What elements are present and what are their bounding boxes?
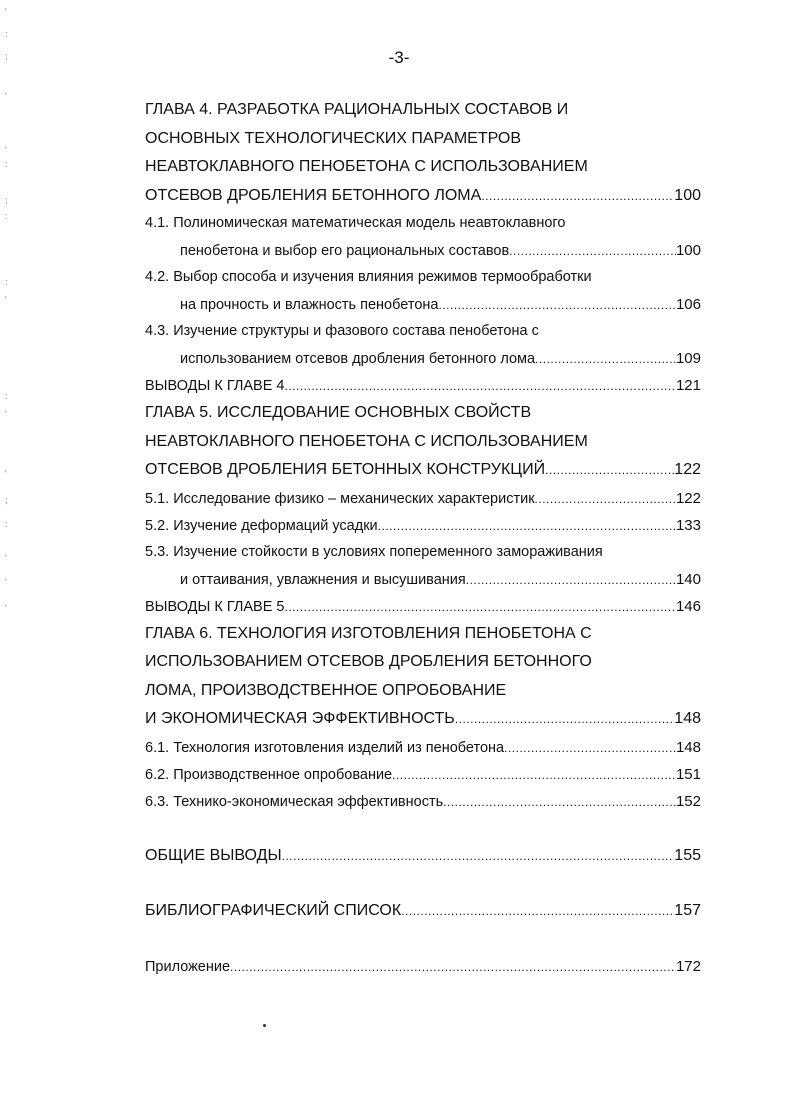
toc-section-5-2-entry[interactable] — [145, 512, 701, 539]
toc-section-4-2-line-2: на прочность и влажность пенобетона — [180, 297, 439, 313]
toc-chapter-4-heading-line-1: ГЛАВА 4. РАЗРАБОТКА РАЦИОНАЛЬНЫХ СОСТАВОВ И — [145, 101, 569, 118]
toc-section-6-2-entry[interactable] — [145, 761, 701, 788]
dot-leader — [284, 373, 675, 400]
dot-leader — [230, 954, 676, 981]
toc-section-6-1-text: 6.1. Технология изготовления изделий из пенобетона — [145, 739, 505, 756]
toc-general-conclusions-text: ОБЩИЕ ВЫВОДЫ — [145, 846, 282, 864]
toc-section-4-3-line-2: использованием отсевов дробления бетонного лома — [180, 351, 536, 367]
spacer — [145, 815, 701, 842]
toc-chapter-4-heading-line-4: ОТСЕВОВ ДРОБЛЕНИЯ БЕТОННОГО ЛОМА — [145, 186, 482, 204]
spacer — [145, 870, 701, 897]
toc-section-5-3-line-1: 5.3. Изучение стойкости в условиях попеременного замораживания — [145, 543, 603, 560]
toc-conclusions-5-page: 146 — [675, 597, 701, 615]
toc-chapter-5-entry[interactable] — [145, 456, 701, 485]
toc-section-5-2-text: 5.2. Изучение деформаций усадки — [145, 517, 378, 534]
toc-section-5-1-text: 5.1. Исследование физико – механических характеристик — [145, 490, 535, 507]
toc-section-4-2-entry[interactable] — [145, 291, 701, 318]
toc-section-4-3-line-1: 4.3. Изучение структуры и фазового состава пенобетона с — [145, 323, 539, 339]
dot-leader — [282, 842, 675, 871]
toc-chapter-4-heading-line-2: ОСНОВНЫХ ТЕХНОЛОГИЧЕСКИХ ПАРАМЕТРОВ — [145, 129, 522, 147]
spacer — [145, 926, 701, 953]
dot-leader — [509, 238, 676, 265]
toc-section-4-2-page: 106 — [675, 296, 701, 313]
page-number: -3- — [388, 48, 410, 67]
table-of-contents — [145, 96, 701, 980]
toc-bibliography-page: 157 — [674, 902, 701, 919]
toc-section-6-3-text: 6.3. Технико-экономическая эффективность — [145, 793, 444, 810]
scan-speck — [263, 1024, 266, 1027]
toc-conclusions-5-entry[interactable] — [145, 593, 701, 620]
toc-chapter-4-heading-line-3: НЕАВТОКЛАВНОГО ПЕНОБЕТОНА С ИСПОЛЬЗОВАНИЕМ — [145, 158, 588, 175]
toc-chapter-6-heading-line-3: ЛОМА, ПРОИЗВОДСТВЕННОЕ ОПРОБОВАНИЕ — [145, 681, 507, 699]
toc-section-4-1-page: 100 — [675, 242, 701, 259]
toc-chapter-6-heading-line-2: ИСПОЛЬЗОВАНИЕМ ОТСЕВОВ ДРОБЛЕНИЯ БЕТОННОГО — [145, 653, 592, 670]
toc-conclusions-4-entry[interactable] — [145, 372, 701, 399]
toc-section-6-1-entry[interactable] — [145, 734, 701, 761]
dot-leader — [481, 182, 674, 211]
dot-leader — [466, 567, 676, 594]
toc-section-4-1-line-2: пенобетона и выбор его рациональных составов — [180, 243, 510, 259]
toc-section-6-2-page: 151 — [675, 765, 701, 783]
dot-leader — [378, 513, 676, 540]
toc-section-5-1-page: 122 — [675, 489, 701, 507]
toc-section-6-3-entry[interactable] — [145, 788, 701, 815]
toc-chapter-6-page: 148 — [674, 710, 701, 727]
scan-margin-marks: ' : ; ' ' : ; : : ' : ' ' ; : ' ' ' — [5, 7, 8, 613]
toc-section-6-3-page: 152 — [675, 792, 701, 810]
toc-conclusions-4-page: 121 — [675, 377, 701, 394]
toc-section-4-2-line-1: 4.2. Выбор способа и изучения влияния режимов термообработки — [145, 269, 592, 285]
toc-section-4-1-entry[interactable] — [145, 237, 701, 264]
toc-chapter-4-page: 100 — [674, 186, 701, 204]
dot-leader — [443, 789, 676, 816]
toc-chapter-6-heading-line-4: И ЭКОНОМИЧЕСКАЯ ЭФФЕКТИВНОСТЬ — [145, 710, 455, 727]
toc-section-5-3-line-2: и оттаивания, увлажнения и высушивания — [180, 571, 466, 588]
toc-section-6-2-text: 6.2. Производственное опробование — [145, 766, 393, 783]
toc-section-6-1-page: 148 — [675, 738, 701, 756]
toc-section-4-3-page: 109 — [675, 350, 701, 367]
dot-leader — [284, 594, 675, 621]
dot-leader — [392, 762, 676, 789]
toc-appendix-entry[interactable] — [145, 953, 701, 980]
toc-general-conclusions-page: 155 — [674, 846, 701, 864]
toc-section-5-3-page: 140 — [675, 570, 701, 588]
toc-bibliography-entry[interactable] — [145, 897, 701, 926]
toc-appendix-page: 172 — [675, 957, 701, 975]
toc-section-5-2-page: 133 — [675, 516, 701, 534]
toc-chapter-5-page: 122 — [674, 461, 701, 478]
dot-leader — [545, 456, 674, 485]
dot-leader — [535, 346, 676, 373]
toc-chapter-5-heading-line-1: ГЛАВА 5. ИССЛЕДОВАНИЕ ОСНОВНЫХ СВОЙСТВ — [145, 404, 532, 421]
dot-leader — [401, 897, 674, 926]
toc-chapter-4-entry[interactable] — [145, 182, 701, 211]
toc-conclusions-4-text: ВЫВОДЫ К ГЛАВЕ 4 — [145, 378, 285, 394]
dot-leader — [455, 705, 674, 734]
toc-chapter-6-entry[interactable] — [145, 705, 701, 734]
toc-appendix-text: Приложение — [145, 958, 231, 975]
toc-section-4-3-entry[interactable] — [145, 345, 701, 372]
toc-chapter-5-heading-line-2: НЕАВТОКЛАВНОГО ПЕНОБЕТОНА С ИСПОЛЬЗОВАНИЕМ — [145, 432, 588, 450]
dot-leader — [438, 292, 676, 319]
toc-bibliography-text: БИБЛИОГРАФИЧЕСКИЙ СПИСОК — [145, 902, 402, 919]
toc-chapter-5-heading-line-3: ОТСЕВОВ ДРОБЛЕНИЯ БЕТОННЫХ КОНСТРУКЦИЙ — [145, 461, 546, 478]
toc-general-conclusions-entry[interactable] — [145, 842, 701, 871]
dot-leader — [504, 735, 676, 762]
toc-chapter-6-heading-line-1: ГЛАВА 6. ТЕХНОЛОГИЯ ИЗГОТОВЛЕНИЯ ПЕНОБЕТОНА С — [145, 624, 592, 642]
toc-section-5-1-entry[interactable] — [145, 485, 701, 512]
dot-leader — [535, 486, 676, 513]
toc-conclusions-5-text: ВЫВОДЫ К ГЛАВЕ 5 — [145, 598, 285, 615]
toc-section-4-1-line-1: 4.1. Полиномическая математическая модель неавтоклавного — [145, 215, 566, 231]
toc-section-5-3-entry[interactable] — [145, 566, 701, 593]
